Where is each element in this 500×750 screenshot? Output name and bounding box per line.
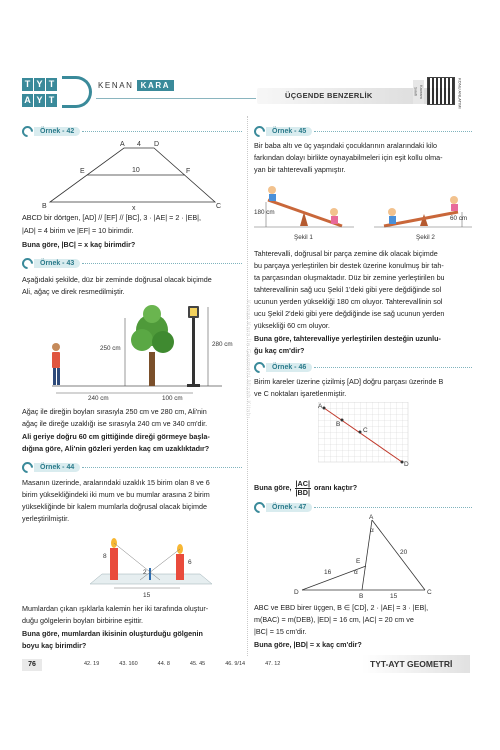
example-rule (314, 367, 472, 368)
example-47-text: ABC ve EBD birer üçgen, B ∈ [CD], 2 · |AE| = 3 · |EB|, (254, 603, 429, 612)
page-number: 76 (22, 659, 42, 671)
example-47-label: Örnek - 47 (266, 503, 312, 512)
brand-name (98, 80, 174, 91)
answer-item: 47. 12 (265, 661, 281, 667)
side-tab: Kavram Sınıfı (413, 80, 424, 104)
example-42-header (22, 126, 242, 136)
left-candle-label: 8 (103, 553, 107, 560)
example-43-header (22, 258, 242, 268)
example-47-question: Buna göre, |BD| = x kaç cm'dir? (254, 640, 362, 649)
length-ac: 20 (400, 549, 408, 556)
length-ad: 4 (137, 141, 141, 148)
example-arc-icon (20, 459, 36, 475)
example-46-question (254, 480, 357, 497)
footer-title: TYT-AYT GEOMETRİ (370, 659, 453, 669)
brand-second: KARA (137, 80, 175, 91)
distance-label-2: 100 cm (162, 395, 183, 400)
figure-1-label: Şekil 1 (294, 234, 313, 241)
logo-arc-icon (62, 76, 92, 108)
example-rule (82, 131, 242, 132)
point-d: D (294, 589, 299, 596)
point-c: C (216, 203, 222, 210)
tree-height-label: 250 cm (100, 345, 121, 352)
example-44-question: boyu kaç birimdir? (22, 641, 87, 650)
example-44-figure (80, 528, 220, 600)
example-arc-icon (252, 499, 268, 515)
qr-code-icon[interactable] (427, 77, 455, 105)
point-e: E (80, 168, 85, 175)
example-45-header (254, 126, 472, 136)
point-b: B (359, 593, 364, 598)
example-46-text: Birim kareler üzerine çizilmiş [AD] doğru parçası üzerinde B (254, 377, 444, 386)
example-46-header (254, 362, 472, 372)
point-e: E (356, 558, 361, 565)
example-rule (82, 263, 242, 264)
topic-title: ÜÇGENDE BENZERLİK (285, 91, 373, 100)
logo-letter: T (22, 78, 33, 91)
example-43-text: Aşağıdaki şekilde, düz bir zeminde doğrusal olacak biçimde (22, 275, 212, 284)
example-44-text: birim yüksekliğindeki iki mum ve bu mumlar arasına 2 birim (22, 490, 210, 499)
example-45-question: Buna göre, tahterevalliye yerleştirilen desteğin uzunlu- (254, 334, 441, 343)
point-a: A (369, 514, 374, 521)
point-d: D (154, 141, 160, 148)
example-44-question: Buna göre, mumlardan ikisinin oluşturduğu gölgenin (22, 629, 203, 638)
example-42-question: Buna göre, |BC| = x kaç birimdir? (22, 240, 136, 249)
pole-height-label: 280 cm (212, 341, 233, 348)
length-ef: 10 (132, 167, 140, 174)
example-46-label: Örnek - 46 (266, 363, 312, 372)
logo-letter: Y (34, 94, 45, 107)
example-47-header (254, 502, 472, 512)
example-43-body: ağaç ile direğe uzaklığı ise sırasıyla 240 cm ve 340 cm'dir. (22, 419, 208, 428)
example-44-body: duğu gölgelerin boyları birbirine eşittir. (22, 616, 144, 625)
example-47-text: |BC| = 15 cm'dir. (254, 627, 307, 636)
point-c: C (427, 589, 432, 596)
brand-first: KENAN (98, 81, 134, 90)
example-arc-icon (20, 123, 36, 139)
point-f: F (186, 168, 191, 175)
example-42-text: ABCD bir dörtgen, [AD] // [EF] // [BC], 3 · |AE| = 2 · |EB|, (22, 213, 202, 222)
point-b-dot (341, 419, 344, 422)
length-bc: 15 (390, 593, 398, 598)
example-45-text: yan bir tahterevalli yapmıştır. (254, 165, 346, 174)
fraction-denominator: |BD| (295, 487, 310, 497)
question-prefix: Buna göre, (254, 483, 292, 493)
example-47-text: m(BAC) = m(DEB), |ED| = 16 cm, |AC| = 20 cm ve (254, 615, 414, 624)
point-a-dot (323, 407, 326, 410)
example-45-figure (254, 178, 474, 244)
point-a: A (318, 403, 323, 410)
answer-item: 45. 45 (189, 661, 206, 667)
example-43-label: Örnek - 43 (34, 259, 80, 268)
example-45-body: ta parçasından oluşmaktadır. Düz bir zemine yerleştirilen bu (254, 273, 445, 282)
example-44-label: Örnek - 44 (34, 463, 80, 472)
person-ali-icon (52, 343, 60, 385)
example-rule (314, 131, 472, 132)
answer-item: 46. 9/14 (225, 661, 246, 667)
example-rule (314, 507, 472, 508)
distance-label-1: 240 cm (88, 395, 109, 400)
ratio-fraction (295, 480, 311, 497)
example-43-body: Ağaç ile direğin boyları sırasıyla 250 cm ve 280 cm, Ali'nin (22, 407, 207, 416)
example-43-figure (22, 300, 242, 400)
point-d: D (404, 461, 409, 468)
seesaw-2-icon (384, 196, 458, 226)
answer-key (84, 661, 280, 669)
example-44-text: yüksekliğinde bir kalem mumlarla doğrusal olacak biçimde (22, 502, 207, 511)
fraction-numerator: |AC| (295, 479, 310, 488)
example-44-text: Masanın üzerinde, aralarındaki uzaklık 15 birim olan 8 ve 6 (22, 478, 210, 487)
example-44-header (22, 462, 242, 472)
example-arc-icon (20, 255, 36, 271)
logo-letter: A (22, 94, 33, 107)
example-47-figure (290, 514, 440, 598)
point-b: B (336, 421, 341, 428)
example-46-text: ve C noktaları işaretlenmiştir. (254, 389, 347, 398)
example-45-body: yüksekliği 60 cm oluyor. (254, 321, 330, 330)
example-44-body: Mumlardan çıkan ışıklarla kalemin her iki tarafında oluştur- (22, 604, 209, 613)
example-43-text: Ali, ağaç ve direk resmedilmiştir. (22, 287, 125, 296)
example-44-text: yerleştirilmiştir. (22, 514, 70, 523)
tree-icon (131, 305, 174, 386)
point-b: B (42, 203, 47, 210)
question-suffix: oranı kaçtır? (313, 483, 358, 493)
pen-icon (149, 568, 151, 580)
example-45-label: Örnek - 45 (266, 127, 312, 136)
angle-alpha-e: α (354, 569, 358, 576)
example-45-body: bu parçaya yerleştirilen bir destek üzerine konulmuş bir tah- (254, 261, 444, 270)
height-label-2: 60 cm (450, 215, 468, 222)
example-45-body: Tahterevalli, doğrusal bir parça zemine dik olacak biçimde (254, 249, 438, 258)
answer-item: 44. 8 (157, 661, 170, 667)
tyt-logo-row (22, 78, 57, 91)
pen-label: 2 (143, 569, 147, 576)
point-c-dot (359, 431, 362, 434)
answer-item: 42. 19 (84, 661, 100, 667)
example-arc-icon (252, 359, 268, 375)
answer-item: 43. 160 (119, 661, 138, 667)
logo-letter: T (46, 94, 57, 107)
point-c: C (363, 427, 368, 434)
example-46-figure (318, 402, 412, 468)
example-42-figure (40, 138, 240, 210)
right-candle-label: 6 (188, 559, 192, 566)
example-45-body: ucunun yerden yüksekliği 180 cm oluyor. Tahterevallinin sol (254, 297, 443, 306)
watermark: Kenan Kara İle Geometri Mizah Kitabı (244, 300, 251, 419)
logo-letter: Y (34, 78, 45, 91)
ayt-logo-row (22, 94, 57, 107)
example-43-question: Ali geriye doğru 60 cm gittiğinde direği görmeye başla- (22, 432, 210, 441)
example-rule (82, 467, 242, 468)
qr-label: KONU ANLATIMI (457, 78, 463, 109)
logo-letter: T (46, 78, 57, 91)
point-a: A (120, 141, 125, 148)
angle-alpha-a: α (370, 527, 374, 534)
example-45-question: ğu kaç cm'dir? (254, 346, 305, 355)
length-bc: x (132, 205, 136, 210)
base-label: 15 (143, 592, 151, 599)
length-de: 16 (324, 569, 332, 576)
example-43-question: dığına göre, Ali'nin gözleri yerden kaç cm uzaklıktadır? (22, 444, 210, 453)
figure-2-label: Şekil 2 (416, 234, 435, 241)
brand-underline (96, 98, 256, 99)
example-45-body: ucu Şekil 2'deki gibi yere değdiğinde ise sağ ucunun yerden (254, 309, 445, 318)
example-arc-icon (252, 123, 268, 139)
example-42-label: Örnek - 42 (34, 127, 80, 136)
example-45-body: tahterevallinin sağ ucu Şekil 1'deki gibi yere değdiğinde sol (254, 285, 442, 294)
seesaw-1-icon (268, 186, 342, 226)
example-45-text: farkından dolayı birlikte oynayabilmeleri için eşit kollu olma- (254, 153, 443, 162)
height-label-1: 180 cm (254, 209, 275, 216)
left-candle-icon (110, 538, 118, 580)
example-42-text: |AD| = 4 birim ve |EF| = 10 birimdir. (22, 226, 134, 235)
right-candle-icon (176, 544, 184, 580)
example-45-text: Bir baba altı ve üç yaşındaki çocuklarının aralarındaki kilo (254, 141, 437, 150)
lamp-post-icon (187, 306, 200, 387)
segment-ac (372, 520, 425, 590)
